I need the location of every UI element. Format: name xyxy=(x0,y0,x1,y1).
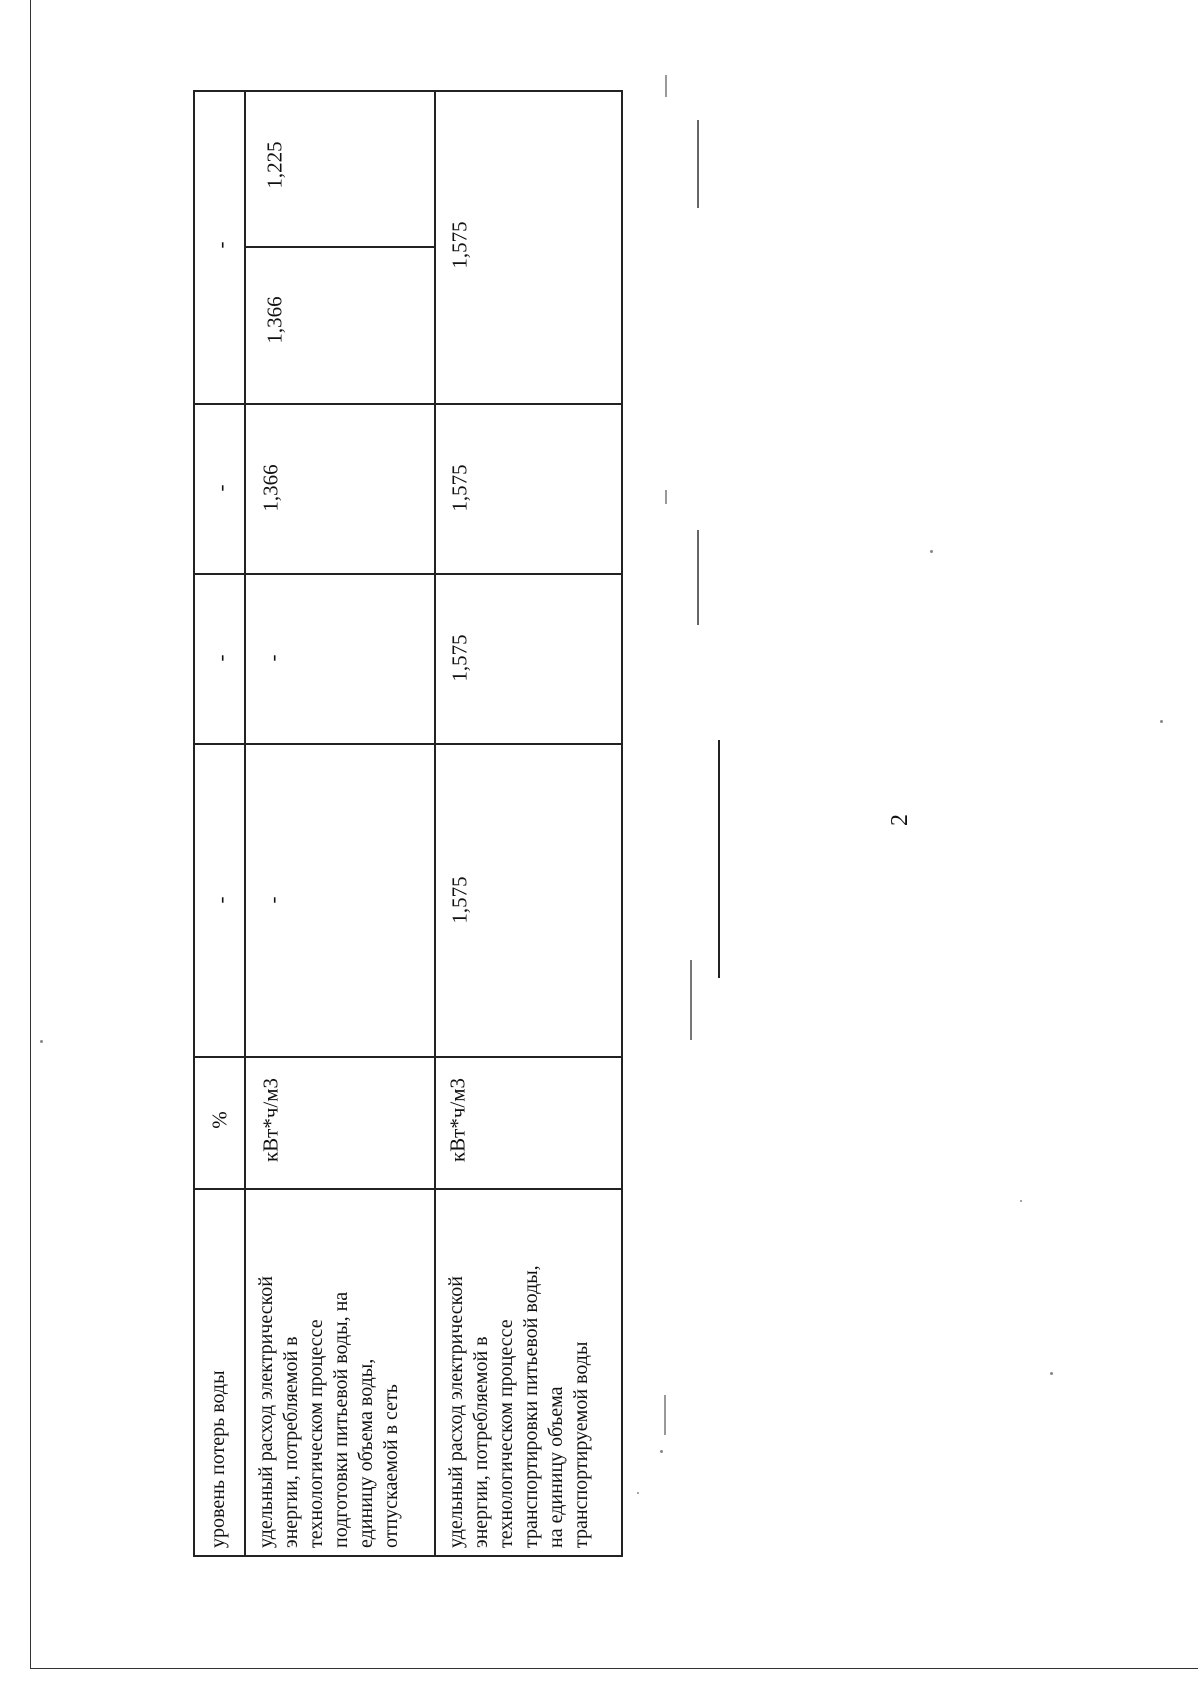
row-name-line: энергии, потребляемой в xyxy=(280,1336,302,1548)
row-name-line: отпускаемой в сеть xyxy=(380,1384,402,1548)
row-name-line: удельный расход электрической xyxy=(255,1275,277,1548)
table-line xyxy=(193,1188,623,1190)
table-line xyxy=(193,743,623,745)
table-cell: - xyxy=(208,241,233,249)
page-number: 2 xyxy=(887,814,913,826)
signature-mark xyxy=(697,120,699,208)
table-line xyxy=(244,90,246,1557)
table-border-left xyxy=(193,90,195,1557)
table-line xyxy=(434,90,436,1557)
table-cell: - xyxy=(208,654,233,662)
table-cell: - xyxy=(208,896,233,904)
table-cell: 1,225 xyxy=(262,141,287,189)
table-cell: 1,575 xyxy=(447,634,472,682)
row-name-line: транспортировки питьевой воды, xyxy=(520,1265,542,1548)
signature-mark xyxy=(697,530,699,625)
signature-mark xyxy=(665,75,667,97)
row-name-line: энергии, потребляемой в xyxy=(470,1336,492,1548)
table-line xyxy=(193,1056,623,1058)
table-line xyxy=(193,403,623,405)
table-border-bottom xyxy=(193,1555,623,1557)
table-cell: - xyxy=(260,896,285,904)
row-name-line: технологическом процессе xyxy=(495,1319,517,1548)
signature-mark xyxy=(664,1395,666,1435)
table-cell: 1,575 xyxy=(447,221,472,269)
signature-mark xyxy=(665,490,667,504)
table-cell: 1,575 xyxy=(447,876,472,924)
table-line xyxy=(244,246,434,248)
table-line xyxy=(193,573,623,575)
row-name-line: единицу объема воды, xyxy=(355,1358,377,1548)
row-name-line: технологическом процессе xyxy=(305,1319,327,1548)
row-name-line: на единицу объема xyxy=(545,1386,567,1548)
row-name-line: удельный расход электрической xyxy=(445,1275,467,1548)
row-unit: кВт*ч/м3 xyxy=(258,1077,283,1163)
row-name-water-loss xyxy=(206,1370,231,1548)
scan-speck xyxy=(40,1040,43,1043)
row-unit: кВт*ч/м3 xyxy=(445,1077,470,1163)
scan-speck xyxy=(1050,1372,1053,1375)
table-cell: - xyxy=(208,484,233,492)
row-name-line: подготовки питьевой воды, на xyxy=(330,1291,352,1548)
table-cell: - xyxy=(260,654,285,662)
table-cell: 1,366 xyxy=(262,296,287,344)
row-name-line: уровень потерь воды xyxy=(207,1370,229,1548)
scan-speck xyxy=(930,550,933,553)
table-cell: 1,575 xyxy=(447,464,472,512)
table-border-right xyxy=(621,90,623,1557)
scan-speck xyxy=(1020,1200,1022,1202)
row-name-preparation-energy xyxy=(254,1276,404,1548)
separator-rule xyxy=(718,740,720,978)
table-border-top xyxy=(193,90,623,92)
row-name-line: транспортируемой воды xyxy=(570,1341,592,1548)
row-name-transport-energy xyxy=(444,1265,594,1548)
row-unit: % xyxy=(207,1111,232,1129)
scan-speck xyxy=(660,1450,663,1453)
scan-speck xyxy=(637,1492,639,1494)
table-cell: 1,366 xyxy=(258,464,283,512)
scan-speck xyxy=(1160,720,1163,723)
signature-mark xyxy=(690,960,692,1040)
